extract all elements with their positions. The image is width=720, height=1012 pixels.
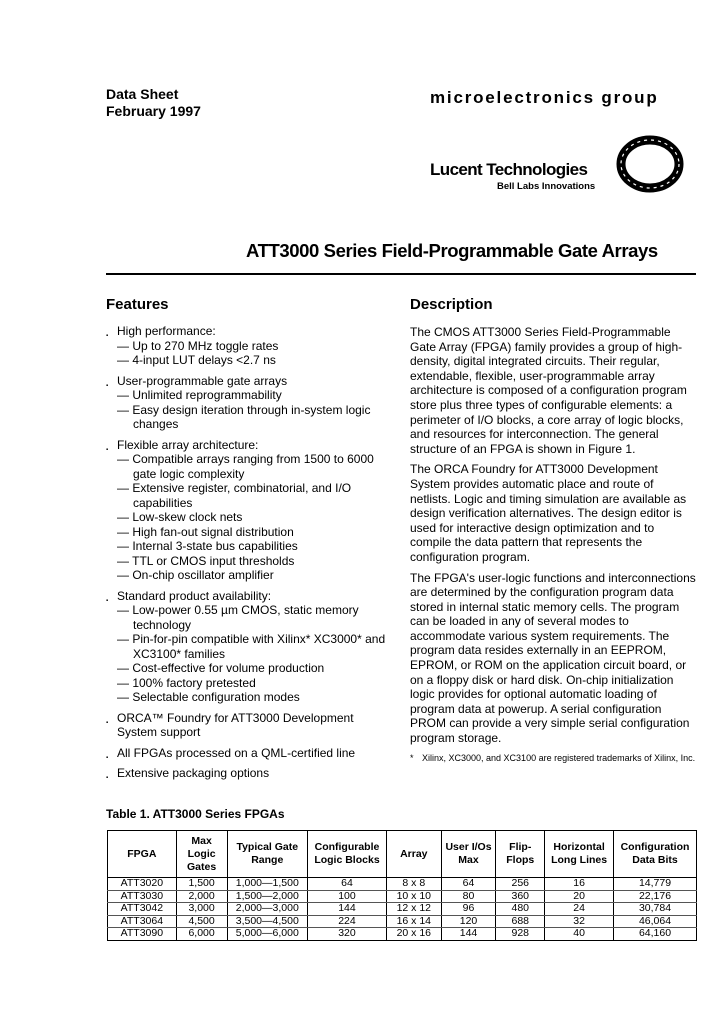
feature-item <box>106 324 386 368</box>
feature-subitem: — High fan-out signal distribution <box>117 524 294 539</box>
bullet-icon: ▪ <box>106 446 109 453</box>
table-cell: 2,000 <box>176 890 227 903</box>
page-title: ATT3000 Series Field-Programmable Gate Arrays <box>246 240 658 261</box>
table-cell: 12 x 12 <box>386 903 441 916</box>
feature-subitem: — Low-skew clock nets <box>117 510 243 524</box>
table-cell: 2,000—3,000 <box>227 903 308 916</box>
table-cell: 80 <box>441 890 496 903</box>
table-cell: 10 x 10 <box>386 890 441 903</box>
feature-item <box>106 589 386 705</box>
table-cell: 32 <box>545 915 614 928</box>
table-row <box>108 915 697 928</box>
table-header-cell: Configuration Data Bits <box>614 831 697 878</box>
feature-item <box>106 374 386 432</box>
table-cell: ATT3064 <box>108 915 177 928</box>
table-header-cell: Flip-Flops <box>496 831 545 878</box>
table-cell: 144 <box>441 928 496 941</box>
bullet-icon: ▪ <box>106 597 109 604</box>
feature-subitem: — Cost-effective for volume production <box>117 661 325 675</box>
trademark-footnote <box>410 752 708 764</box>
table-header-cell: Max Logic Gates <box>176 831 227 878</box>
feature-text: High performance: <box>117 324 216 338</box>
feature-subitem: — Extensive register, combinatorial, and I/O capabilities <box>117 481 352 510</box>
table-cell: 928 <box>496 928 545 941</box>
table-cell: 1,000—1,500 <box>227 878 308 891</box>
table-cell: 100 <box>308 890 387 903</box>
table-cell: 5,000—6,000 <box>227 928 308 941</box>
table-header-cell: Typical Gate Range <box>227 831 308 878</box>
table-cell: 96 <box>441 903 496 916</box>
feature-item <box>106 711 386 740</box>
title-rule <box>106 273 696 275</box>
feature-text: Extensive packaging options <box>117 766 270 780</box>
table-cell: 30,784 <box>614 903 697 916</box>
table-cell: 40 <box>545 928 614 941</box>
table-cell: 3,500—4,500 <box>227 915 308 928</box>
feature-subitem: — Compatible arrays ranging from 1500 to 6000 gate logic complexity <box>117 452 374 481</box>
table-header-cell: FPGA <box>108 831 177 878</box>
doc-date: February 1997 <box>106 103 201 119</box>
table-cell: 16 x 14 <box>386 915 441 928</box>
feature-subitem: — TTL or CMOS input thresholds <box>117 553 295 568</box>
table-cell: 16 <box>545 878 614 891</box>
feature-subitem: — Selectable configuration modes <box>117 690 300 704</box>
table-cell: ATT3020 <box>108 878 177 891</box>
table-cell: 46,064 <box>614 915 697 928</box>
feature-subitem: — Easy design iteration through in-system logic changes <box>117 402 371 431</box>
table-cell: 144 <box>308 903 387 916</box>
group-name: microelectronics group <box>430 88 659 107</box>
table-cell: 1,500—2,000 <box>227 890 308 903</box>
table-header-row <box>108 831 697 878</box>
table-row <box>108 878 697 891</box>
description-paragraph: The FPGA's user-logic functions and interconnections are determined by the configuration program data stored in internal static memory cells. The program can be loaded in any of several modes to accommodate various system requirements. The program data resides externally in an EEPROM, EPROM, or ROM on the application circuit board, or on a floppy disk or hard disk. On-chip initialization logic provides for optional automatic loading of program data at powerup. A serial configuration PROM can provide a very simple serial configuration program storage. <box>410 570 696 746</box>
bullet-icon: ▪ <box>106 754 109 761</box>
table-header-cell: Configurable Logic Blocks <box>308 831 387 878</box>
table-cell: 1,500 <box>176 878 227 891</box>
footnote-text: Xilinx, XC3000, and XC3100 are registered trademarks of Xilinx, Inc. <box>422 753 696 763</box>
table-cell: ATT3090 <box>108 928 177 941</box>
feature-subitem: — On-chip oscillator amplifier <box>117 568 274 582</box>
table-header-cell: User I/Os Max <box>441 831 496 878</box>
doc-type: Data Sheet <box>106 86 179 102</box>
fpga-table <box>107 830 697 941</box>
bullet-icon: ▪ <box>106 382 109 389</box>
table-cell: 120 <box>441 915 496 928</box>
feature-subitem: — Low-power 0.55 µm CMOS, static memory technology <box>117 603 359 632</box>
bullet-icon: ▪ <box>106 775 109 781</box>
table-row <box>108 903 697 916</box>
table-cell: 14,779 <box>614 878 697 891</box>
feature-subitem: — Up to 270 MHz toggle rates <box>117 338 279 353</box>
table-header-cell: Horizontal Long Lines <box>545 831 614 878</box>
table-row <box>108 928 697 941</box>
feature-subitem: — 4-input LUT delays <2.7 ns <box>117 353 276 367</box>
table-cell: 64,160 <box>614 928 697 941</box>
table-caption: Table 1. ATT3000 Series FPGAs <box>106 807 285 821</box>
table-cell: 224 <box>308 915 387 928</box>
table-body <box>108 878 697 941</box>
bullet-icon: ▪ <box>106 333 109 339</box>
table-cell: 24 <box>545 903 614 916</box>
feature-subitem: — Internal 3-state bus capabilities <box>117 539 298 553</box>
table-cell: 480 <box>496 903 545 916</box>
feature-text: Flexible array architecture: <box>117 437 259 452</box>
feature-text: User-programmable gate arrays <box>117 373 288 388</box>
table-cell: 360 <box>496 890 545 903</box>
feature-subitem: — Pin-for-pin compatible with Xilinx* XC3000* and XC3100* families <box>117 632 386 661</box>
feature-subitem: — Unlimited reprogrammability <box>117 388 282 402</box>
table-cell: 20 x 16 <box>386 928 441 941</box>
description-paragraph: The CMOS ATT3000 Series Field-Programmable Gate Array (FPGA) family provides a group of high-density, digital integrated circuits. Their regular, extendable, flexible, user-programmable array architecture is composed of a configuration program store plus three types of configurable elements: a perimeter of I/O blocks, a core array of logic blocks, and resources for interconnection. The general structure of an FPGA is shown in Figure 1. <box>410 325 687 456</box>
description-paragraph: The ORCA Foundry for ATT3000 Development System provides automatic place and route of netlists. Logic and timing simulation are available as design verification alternatives. The design editor is used for interactive design optimization and to compile the data pattern that represents the configuration program. <box>410 462 687 564</box>
company-name: Lucent Technologies <box>430 160 588 179</box>
feature-item <box>106 746 386 761</box>
description-heading: Description <box>410 296 493 313</box>
feature-item <box>106 766 386 781</box>
table-cell: 4,500 <box>176 915 227 928</box>
feature-subitem: — 100% factory pretested <box>117 675 256 690</box>
description-body <box>410 325 696 752</box>
lucent-logo-icon <box>613 133 687 195</box>
table-cell: 22,176 <box>614 890 697 903</box>
table-cell: 6,000 <box>176 928 227 941</box>
table-cell: ATT3042 <box>108 903 177 916</box>
table-cell: 64 <box>308 878 387 891</box>
document-header <box>106 86 201 120</box>
table-row <box>108 890 697 903</box>
features-heading: Features <box>106 296 169 313</box>
footnote-mark: * <box>410 753 414 763</box>
table-cell: 320 <box>308 928 387 941</box>
table-cell: ATT3030 <box>108 890 177 903</box>
feature-item <box>106 438 386 583</box>
table-cell: 3,000 <box>176 903 227 916</box>
bullet-icon: ▪ <box>106 719 109 726</box>
table-cell: 64 <box>441 878 496 891</box>
table-cell: 20 <box>545 890 614 903</box>
features-list <box>106 324 386 787</box>
table-cell: 688 <box>496 915 545 928</box>
table-header-cell: Array <box>386 831 441 878</box>
feature-text: ORCA™ Foundry for ATT3000 Development System support <box>117 710 354 739</box>
feature-text: Standard product availability: <box>117 588 272 603</box>
table-cell: 8 x 8 <box>386 878 441 891</box>
feature-text: All FPGAs processed on a QML-certified line <box>117 745 356 760</box>
company-tagline: Bell Labs Innovations <box>497 181 596 192</box>
table-cell: 256 <box>496 878 545 891</box>
